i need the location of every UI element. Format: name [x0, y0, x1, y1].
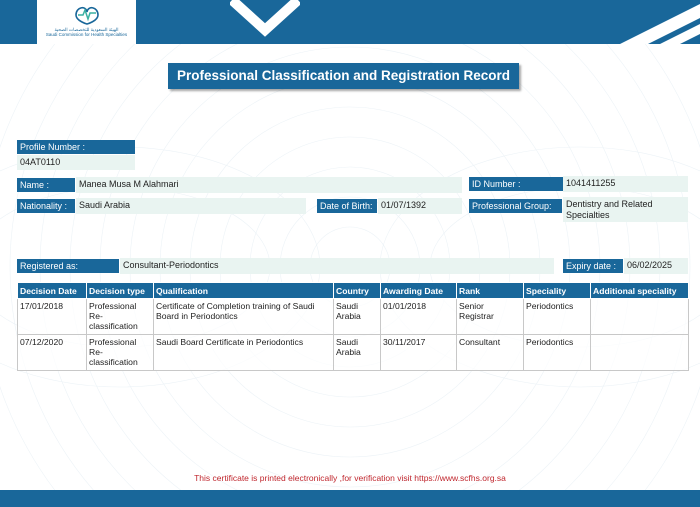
header-rank: Rank [457, 283, 524, 299]
header-stripe-decoration [590, 0, 700, 44]
profile-number-label: Profile Number : [17, 140, 135, 154]
cell-speciality: Periodontics [524, 299, 591, 335]
nationality-label: Nationality : [17, 199, 75, 213]
name-label: Name : [17, 178, 75, 192]
cell-decision-type: Professional Re-classification [87, 299, 154, 335]
table-row [18, 335, 689, 371]
cell-qualification: Certificate of Completion training of Saudi Board in Periodontics [154, 299, 334, 335]
name-value: Manea Musa M Alahmari [76, 177, 462, 193]
registered-as-label: Registered as: [17, 259, 119, 273]
header-decision-type: Decision type [87, 283, 154, 299]
cell-country: Saudi Arabia [334, 335, 381, 371]
profile-number-value: 04AT0110 [17, 155, 135, 170]
footer-bar [0, 490, 700, 507]
cell-awarding-date: 30/11/2017 [381, 335, 457, 371]
header-awarding-date: Awarding Date [381, 283, 457, 299]
nationality-value: Saudi Arabia [76, 198, 306, 214]
cell-decision-date: 07/12/2020 [18, 335, 87, 371]
cell-qualification: Saudi Board Certificate in Periodontics [154, 335, 334, 371]
expiry-date-value: 06/02/2025 [624, 258, 688, 274]
id-number-label: ID Number : [469, 177, 563, 191]
cell-awarding-date: 01/01/2018 [381, 299, 457, 335]
header-additional-speciality: Additional speciality [591, 283, 689, 299]
registered-as-value: Consultant-Periodontics [120, 258, 554, 274]
cell-decision-type: Professional Re-classification [87, 335, 154, 371]
header-chevron-decoration [230, 0, 300, 44]
table-row [18, 299, 689, 335]
header-decision-date: Decision Date [18, 283, 87, 299]
dob-value: 01/07/1392 [378, 198, 462, 214]
cell-additional-speciality [591, 299, 689, 335]
cell-decision-date: 17/01/2018 [18, 299, 87, 335]
header-qualification: Qualification [154, 283, 334, 299]
cell-country: Saudi Arabia [334, 299, 381, 335]
header-country: Country [334, 283, 381, 299]
cell-rank: Consultant [457, 335, 524, 371]
records-table [17, 282, 689, 371]
expiry-date-label: Expiry date : [563, 259, 623, 273]
logo [37, 0, 136, 44]
page-title: Professional Classification and Registration Record [168, 63, 519, 89]
verification-note: This certificate is printed electronically ,for verification visit https://www.scfhs.org.sa [194, 473, 506, 483]
cell-speciality: Periodontics [524, 335, 591, 371]
table-header-row [18, 283, 689, 299]
cell-additional-speciality [591, 335, 689, 371]
professional-group-label: Professional Group: [469, 199, 562, 213]
dob-label: Date of Birth: [317, 199, 377, 213]
professional-group-value: Dentistry and Related Specialties [563, 197, 688, 222]
header-bar [0, 0, 700, 44]
header-speciality: Speciality [524, 283, 591, 299]
scfhs-logo-icon [72, 3, 102, 25]
id-number-value: 1041411255 [563, 176, 688, 192]
cell-rank: Senior Registrar [457, 299, 524, 335]
logo-text: الهيئة السعودية للتخصصات الصحية Saudi Commission for Health Specialties [45, 27, 128, 37]
